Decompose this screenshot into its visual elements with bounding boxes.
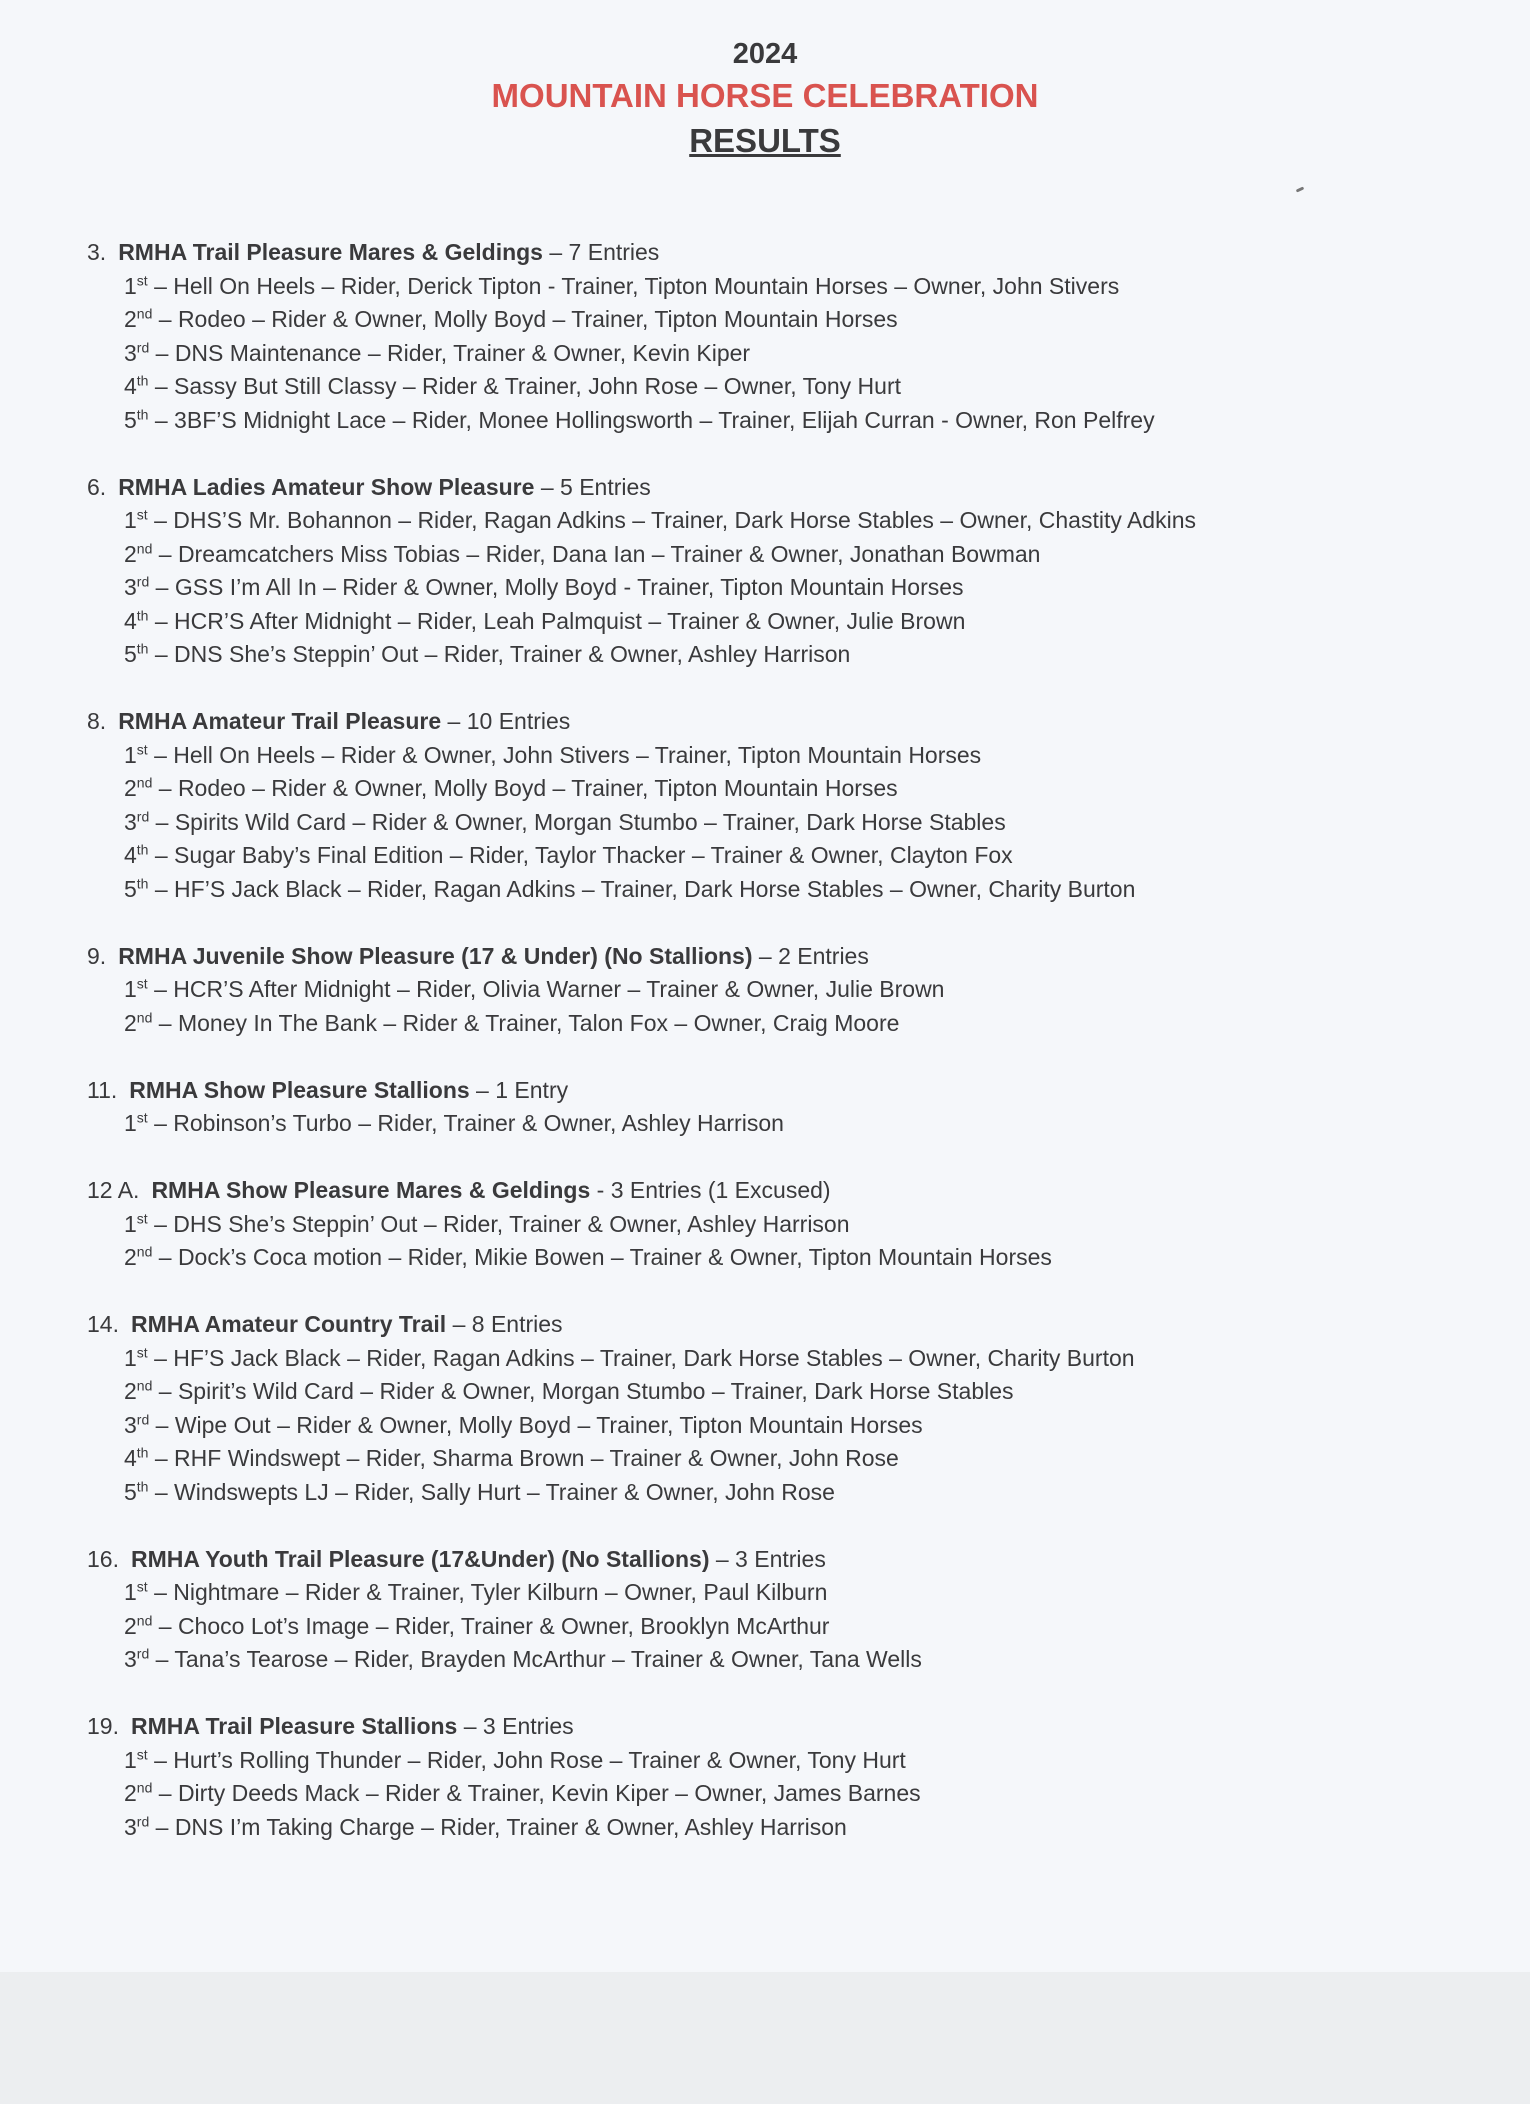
class-name: RMHA Show Pleasure Mares & Geldings xyxy=(151,1177,591,1203)
placing-details: – Money In The Bank – Rider & Trainer, Talon Fox – Owner, Craig Moore xyxy=(152,1009,900,1036)
placing-number: 5 xyxy=(124,1478,137,1505)
class-heading xyxy=(87,471,1487,505)
placing-suffix: th xyxy=(136,874,149,891)
placing-row xyxy=(87,1811,1487,1845)
class-entries: – 10 Entries xyxy=(441,708,571,734)
placing-row xyxy=(87,404,1487,438)
placing-row xyxy=(87,973,1487,1007)
placing-details: – Dock’s Coca motion – Rider, Mikie Bowen – Trainer & Owner, Tipton Mountain Horses xyxy=(152,1244,1052,1270)
placing-details: – Windswepts LJ – Rider, Sally Hurt – Trainer & Owner, John Rose xyxy=(148,1478,835,1505)
placing-row xyxy=(87,1342,1487,1376)
placing-row xyxy=(87,1007,1487,1041)
placing-details: – Rodeo – Rider & Owner, Molly Boyd – Trainer, Tipton Mountain Horses xyxy=(152,775,898,801)
placing-number: 1 xyxy=(124,741,137,768)
placing-details: – 3BF’S Midnight Lace – Rider, Monee Hollingsworth – Trainer, Elijah Curran - Owner, Ron Pelfrey xyxy=(148,406,1155,433)
placing-row xyxy=(87,1442,1487,1476)
placing-row xyxy=(87,873,1487,907)
scan-speck xyxy=(1296,186,1305,192)
placing-details: – DHS’S Mr. Bohannon – Rider, Ragan Adkins – Trainer, Dark Horse Stables – Owner, Chastity Adkins xyxy=(147,507,1196,533)
class-entries: – 5 Entries xyxy=(534,473,651,500)
placing-suffix: nd xyxy=(136,1377,153,1394)
class-results-list xyxy=(87,236,1487,1878)
page-header xyxy=(0,34,1530,164)
placing-details: – Hurt’s Rolling Thunder – Rider, John Rose – Trainer & Owner, Tony Hurt xyxy=(147,1746,906,1773)
placing-details: – HF’S Jack Black – Rider, Ragan Adkins – Trainer, Dark Horse Stables – Owner, Charity Burton xyxy=(148,875,1136,902)
placing-details: – Choco Lot’s Image – Rider, Trainer & Owner, Brooklyn McArthur xyxy=(152,1612,830,1639)
class-entries: – 1 Entry xyxy=(469,1076,569,1103)
class-heading xyxy=(87,1543,1487,1577)
class-number: 3. xyxy=(87,239,107,265)
placing-details: – DHS She’s Steppin’ Out – Rider, Trainer & Owner, Ashley Harrison xyxy=(147,1210,850,1237)
class-block xyxy=(87,940,1487,1041)
placing-suffix: rd xyxy=(136,1645,150,1662)
placing-suffix: st xyxy=(136,1343,148,1360)
placing-number: 2 xyxy=(124,306,137,332)
placing-suffix: st xyxy=(136,506,148,523)
placing-row xyxy=(87,538,1487,572)
class-heading xyxy=(87,236,1487,270)
placing-row xyxy=(87,1208,1487,1242)
placing-number: 3 xyxy=(124,574,137,600)
class-entries: – 7 Entries xyxy=(542,239,660,265)
placing-number: 1 xyxy=(124,1344,137,1371)
class-number: 12 A. xyxy=(87,1177,140,1203)
placing-row xyxy=(87,772,1487,806)
placing-row xyxy=(87,1107,1487,1141)
placing-details: – GSS I’m All In – Rider & Owner, Molly Boyd - Trainer, Tipton Mountain Horses xyxy=(149,574,964,600)
class-block xyxy=(87,705,1487,906)
class-block xyxy=(87,1543,1487,1677)
placing-number: 1 xyxy=(124,1746,137,1773)
class-heading xyxy=(87,1308,1487,1342)
placing-row xyxy=(87,605,1487,639)
placing-number: 1 xyxy=(124,1579,137,1605)
placing-suffix: nd xyxy=(136,774,153,791)
class-name: RMHA Show Pleasure Stallions xyxy=(129,1076,470,1103)
placing-suffix: rd xyxy=(136,807,150,824)
placing-details: – Sugar Baby’s Final Edition – Rider, Taylor Thacker – Trainer & Owner, Clayton Fox xyxy=(148,842,1013,868)
placing-number: 2 xyxy=(124,1612,137,1639)
placing-details: – Spirit’s Wild Card – Rider & Owner, Morgan Stumbo – Trainer, Dark Horse Stables xyxy=(152,1378,1014,1404)
placing-suffix: nd xyxy=(136,1008,153,1025)
placing-suffix: th xyxy=(136,841,149,858)
class-heading xyxy=(87,705,1487,739)
placing-number: 5 xyxy=(124,406,137,433)
class-name: RMHA Trail Pleasure Mares & Geldings xyxy=(118,239,543,265)
placing-row xyxy=(87,337,1487,371)
class-heading xyxy=(87,940,1487,974)
placing-suffix: st xyxy=(136,1209,148,1226)
placing-row xyxy=(87,1409,1487,1443)
placing-number: 1 xyxy=(124,507,137,533)
placing-number: 2 xyxy=(124,1780,137,1806)
placing-number: 1 xyxy=(124,976,137,1002)
placing-details: – Rodeo – Rider & Owner, Molly Boyd – Trainer, Tipton Mountain Horses xyxy=(152,306,898,332)
placing-details: – HCR’S After Midnight – Rider, Olivia Warner – Trainer & Owner, Julie Brown xyxy=(147,976,945,1002)
placing-row xyxy=(87,370,1487,404)
placing-details: – HCR’S After Midnight – Rider, Leah Palmquist – Trainer & Owner, Julie Brown xyxy=(148,607,966,634)
class-name: RMHA Amateur Country Trail xyxy=(130,1311,447,1337)
class-heading xyxy=(87,1074,1487,1108)
placing-number: 1 xyxy=(124,1210,137,1237)
placing-number: 3 xyxy=(124,1646,137,1672)
placing-number: 2 xyxy=(124,1378,137,1404)
class-number: 6. xyxy=(87,473,107,500)
class-block xyxy=(87,1074,1487,1141)
class-number: 8. xyxy=(87,708,107,734)
placing-suffix: th xyxy=(136,372,149,389)
class-number: 9. xyxy=(87,942,107,969)
placing-suffix: st xyxy=(136,1109,148,1126)
class-name: RMHA Trail Pleasure Stallions xyxy=(130,1713,458,1739)
placing-details: – Dreamcatchers Miss Tobias – Rider, Dana Ian – Trainer & Owner, Jonathan Bowman xyxy=(152,540,1041,567)
placing-suffix: rd xyxy=(136,1410,150,1427)
placing-details: – Hell On Heels – Rider & Owner, John Stivers – Trainer, Tipton Mountain Horses xyxy=(147,741,982,768)
placing-details: – HF’S Jack Black – Rider, Ragan Adkins – Trainer, Dark Horse Stables – Owner, Charity Burton xyxy=(147,1344,1135,1371)
placing-row xyxy=(87,504,1487,538)
placing-details: – Tana’s Tearose – Rider, Brayden McArthur – Trainer & Owner, Tana Wells xyxy=(149,1646,922,1672)
placing-row xyxy=(87,1241,1487,1275)
class-block xyxy=(87,1308,1487,1509)
placing-details: – Hell On Heels – Rider, Derick Tipton - Trainer, Tipton Mountain Horses – Owner, John Stivers xyxy=(147,272,1120,299)
placing-row xyxy=(87,806,1487,840)
placing-number: 5 xyxy=(124,641,137,667)
placing-row xyxy=(87,270,1487,304)
class-heading xyxy=(87,1710,1487,1744)
placing-row xyxy=(87,1610,1487,1644)
placing-suffix: rd xyxy=(136,573,150,590)
placing-suffix: st xyxy=(136,1745,148,1762)
placing-row xyxy=(87,839,1487,873)
placing-row xyxy=(87,1476,1487,1510)
placing-number: 4 xyxy=(124,1445,137,1471)
placing-row xyxy=(87,1375,1487,1409)
class-block xyxy=(87,1710,1487,1844)
placing-row xyxy=(87,739,1487,773)
class-heading xyxy=(87,1174,1487,1208)
class-entries: – 3 Entries xyxy=(709,1545,826,1572)
placing-suffix: th xyxy=(136,1444,149,1461)
placing-number: 1 xyxy=(124,1110,137,1136)
placing-number: 1 xyxy=(124,272,137,299)
placing-suffix: nd xyxy=(136,1611,153,1628)
placing-details: – Robinson’s Turbo – Rider, Trainer & Owner, Ashley Harrison xyxy=(147,1110,784,1136)
class-number: 14. xyxy=(87,1311,119,1337)
placing-suffix: th xyxy=(136,1477,149,1494)
class-name: RMHA Ladies Amateur Show Pleasure xyxy=(118,473,535,500)
placing-number: 2 xyxy=(124,1244,137,1270)
placing-number: 3 xyxy=(124,1411,137,1438)
event-title: MOUNTAIN HORSE CELEBRATION xyxy=(491,77,1039,114)
class-entries: - 3 Entries (1 Excused) xyxy=(590,1177,831,1203)
placing-suffix: rd xyxy=(136,338,150,355)
placing-number: 3 xyxy=(124,1813,137,1840)
class-name: RMHA Juvenile Show Pleasure (17 & Under) (No Stallions) xyxy=(118,942,753,969)
placing-number: 4 xyxy=(124,842,137,868)
placing-number: 4 xyxy=(124,373,137,399)
placing-row xyxy=(87,303,1487,337)
class-block xyxy=(87,471,1487,672)
placing-suffix: nd xyxy=(136,305,153,322)
placing-suffix: th xyxy=(136,640,149,657)
year-heading: 2024 xyxy=(732,38,798,70)
placing-suffix: rd xyxy=(136,1812,150,1829)
placing-row xyxy=(87,1643,1487,1677)
placing-suffix: st xyxy=(136,271,148,288)
class-name: RMHA Amateur Trail Pleasure xyxy=(118,708,442,734)
placing-details: – DNS Maintenance – Rider, Trainer & Owner, Kevin Kiper xyxy=(149,339,751,366)
class-number: 11. xyxy=(87,1076,118,1103)
class-block xyxy=(87,236,1487,437)
results-heading: RESULTS xyxy=(689,122,841,159)
placing-details: – Sassy But Still Classy – Rider & Trainer, John Rose – Owner, Tony Hurt xyxy=(148,373,901,399)
placing-number: 2 xyxy=(124,540,137,567)
placing-number: 3 xyxy=(124,808,137,835)
class-entries: – 8 Entries xyxy=(446,1311,563,1337)
placing-details: – Spirits Wild Card – Rider & Owner, Morgan Stumbo – Trainer, Dark Horse Stables xyxy=(149,808,1006,835)
placing-row xyxy=(87,638,1487,672)
placing-row xyxy=(87,1576,1487,1610)
placing-details: – Wipe Out – Rider & Owner, Molly Boyd – Trainer, Tipton Mountain Horses xyxy=(149,1411,923,1438)
placing-row xyxy=(87,1744,1487,1778)
placing-suffix: nd xyxy=(136,539,153,556)
class-name: RMHA Youth Trail Pleasure (17&Under) (No Stallions) xyxy=(130,1545,710,1572)
class-number: 16. xyxy=(87,1545,119,1572)
placing-suffix: st xyxy=(136,740,148,757)
placing-suffix: st xyxy=(136,975,148,992)
placing-number: 2 xyxy=(124,1009,137,1036)
placing-number: 5 xyxy=(124,875,137,902)
class-number: 19. xyxy=(87,1713,119,1739)
placing-details: – Nightmare – Rider & Trainer, Tyler Kilburn – Owner, Paul Kilburn xyxy=(147,1579,828,1605)
placing-row xyxy=(87,1777,1487,1811)
placing-suffix: nd xyxy=(136,1243,153,1260)
placing-suffix: th xyxy=(136,606,149,623)
placing-suffix: nd xyxy=(136,1779,153,1796)
placing-details: – RHF Windswept – Rider, Sharma Brown – Trainer & Owner, John Rose xyxy=(148,1445,899,1471)
class-entries: – 2 Entries xyxy=(752,942,869,969)
class-entries: – 3 Entries xyxy=(457,1713,574,1739)
placing-row xyxy=(87,571,1487,605)
placing-details: – Dirty Deeds Mack – Rider & Trainer, Kevin Kiper – Owner, James Barnes xyxy=(152,1780,921,1806)
placing-details: – DNS I’m Taking Charge – Rider, Trainer & Owner, Ashley Harrison xyxy=(149,1813,847,1840)
placing-number: 3 xyxy=(124,339,137,366)
placing-suffix: th xyxy=(136,405,149,422)
placing-details: – DNS She’s Steppin’ Out – Rider, Trainer & Owner, Ashley Harrison xyxy=(148,641,851,667)
placing-number: 2 xyxy=(124,775,137,801)
placing-number: 4 xyxy=(124,607,137,634)
class-block xyxy=(87,1174,1487,1275)
placing-suffix: st xyxy=(136,1578,148,1595)
